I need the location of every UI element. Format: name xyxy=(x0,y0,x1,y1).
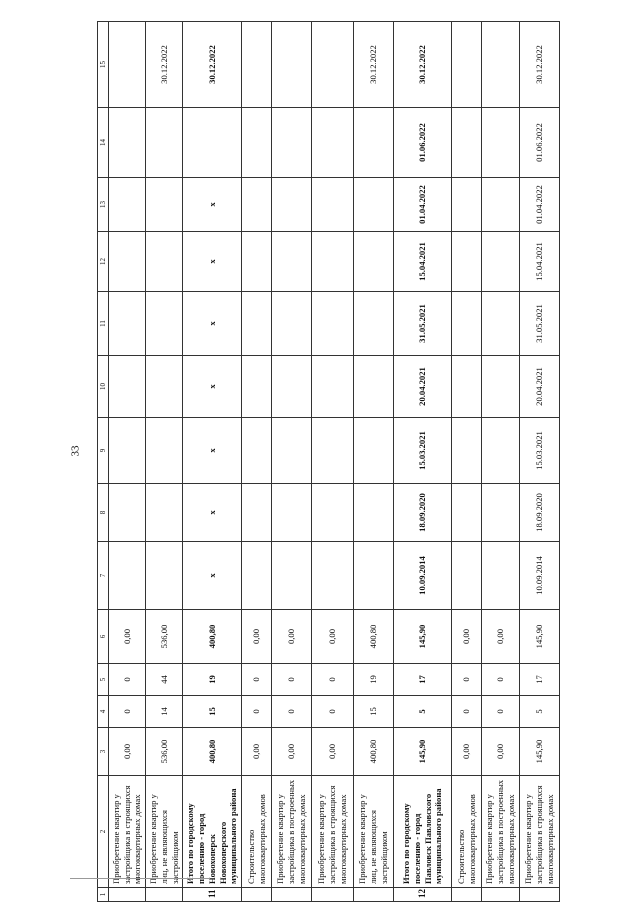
table-cell: 400,80 xyxy=(354,610,394,664)
table-cell xyxy=(452,178,482,232)
table-cell: 0,00 xyxy=(109,728,146,776)
table-cell xyxy=(452,22,482,108)
table-cell xyxy=(452,108,482,178)
table-cell xyxy=(242,178,272,232)
table-cell: 15.03.2021 xyxy=(520,418,560,484)
table-cell xyxy=(242,484,272,542)
program-table xyxy=(97,21,560,902)
column-number: 8 xyxy=(98,484,109,542)
table-cell: 0 xyxy=(272,664,312,696)
table-cell xyxy=(146,292,183,356)
table-cell xyxy=(482,418,520,484)
table-cell xyxy=(312,232,354,292)
table-cell xyxy=(109,22,146,108)
row-number xyxy=(520,888,560,902)
table-cell xyxy=(312,542,354,610)
table-cell: 17 xyxy=(394,664,452,696)
table-cell xyxy=(109,178,146,232)
table-cell: 30.12.2022 xyxy=(354,22,394,108)
table-cell xyxy=(109,418,146,484)
table-cell: 0,00 xyxy=(312,728,354,776)
table-cell: 400,80 xyxy=(183,610,242,664)
row-label: Приобретение квартир у лиц, не являющихся застройщиком xyxy=(354,776,394,888)
table-cell xyxy=(272,484,312,542)
row-label: Приобретение квартир у застройщика в построенных многоквартирных домах xyxy=(272,776,312,888)
table-cell: 0,00 xyxy=(452,728,482,776)
table-cell xyxy=(482,542,520,610)
rotated-page xyxy=(97,22,573,902)
table-cell: 19 xyxy=(183,664,242,696)
table-cell xyxy=(242,542,272,610)
table-cell xyxy=(146,232,183,292)
table-cell xyxy=(354,178,394,232)
table-cell: 30.12.2022 xyxy=(520,22,560,108)
table-cell: 0 xyxy=(452,664,482,696)
row-number xyxy=(109,888,146,902)
row-number xyxy=(482,888,520,902)
table-cell: 01.06.2022 xyxy=(520,108,560,178)
table-cell: 145,90 xyxy=(394,610,452,664)
table-cell: 0,00 xyxy=(109,610,146,664)
table-cell xyxy=(109,484,146,542)
table-cell: 0 xyxy=(312,696,354,728)
row-number xyxy=(146,888,183,902)
table-cell: 0 xyxy=(109,696,146,728)
table-row xyxy=(109,22,146,902)
table-cell: 31.05.2021 xyxy=(394,292,452,356)
table-cell: 44 xyxy=(146,664,183,696)
table-cell xyxy=(312,292,354,356)
table-cell: 0 xyxy=(482,696,520,728)
table-cell xyxy=(354,356,394,418)
column-number: 2 xyxy=(98,776,109,888)
table-cell xyxy=(272,292,312,356)
table-cell xyxy=(354,292,394,356)
table-cell xyxy=(482,484,520,542)
column-number: 12 xyxy=(98,232,109,292)
table-cell xyxy=(272,22,312,108)
table-cell: x xyxy=(183,484,242,542)
row-label: Приобретение квартир у застройщика в строящихся многоквартирных домах xyxy=(312,776,354,888)
table-cell xyxy=(452,484,482,542)
table-cell xyxy=(109,292,146,356)
table-cell xyxy=(242,418,272,484)
row-number: 11 xyxy=(183,888,242,902)
table-cell: 145,90 xyxy=(394,728,452,776)
table-cell xyxy=(146,178,183,232)
table-cell: 15.04.2021 xyxy=(520,232,560,292)
table-cell: 10.09.2014 xyxy=(520,542,560,610)
table-cell: 0,00 xyxy=(312,610,354,664)
row-number xyxy=(312,888,354,902)
column-number: 1 xyxy=(98,888,109,902)
column-number: 15 xyxy=(98,22,109,108)
row-label: Строительство многоквартирных домов xyxy=(242,776,272,888)
table-cell xyxy=(272,108,312,178)
table-cell: 30.12.2022 xyxy=(146,22,183,108)
table-cell xyxy=(109,108,146,178)
table-cell xyxy=(242,232,272,292)
table-cell xyxy=(312,418,354,484)
table-cell: 0 xyxy=(452,696,482,728)
table-cell xyxy=(146,356,183,418)
row-label: Приобретение квартир у застройщика в строящихся многоквартирных домах xyxy=(520,776,560,888)
column-number: 9 xyxy=(98,418,109,484)
table-cell: x xyxy=(183,232,242,292)
column-number: 7 xyxy=(98,542,109,610)
table-row xyxy=(520,22,560,902)
row-label: Приобретение квартир у застройщика в построенных многоквартирных домах xyxy=(482,776,520,888)
row-number: 12 xyxy=(394,888,452,902)
table-cell: 10.09.2014 xyxy=(394,542,452,610)
table-cell xyxy=(183,108,242,178)
table-cell: 0,00 xyxy=(482,610,520,664)
table-cell: 01.06.2022 xyxy=(394,108,452,178)
table-cell xyxy=(354,542,394,610)
table-row xyxy=(272,22,312,902)
table-cell xyxy=(452,232,482,292)
table-cell xyxy=(272,418,312,484)
table-row xyxy=(183,22,242,902)
table-cell xyxy=(452,356,482,418)
table-cell xyxy=(146,108,183,178)
table-cell xyxy=(312,22,354,108)
table-cell: 01.04.2022 xyxy=(520,178,560,232)
table-cell xyxy=(242,22,272,108)
table-row xyxy=(354,22,394,902)
table-cell xyxy=(146,418,183,484)
table-cell: 0 xyxy=(312,664,354,696)
table-cell: x xyxy=(183,292,242,356)
table-cell xyxy=(482,178,520,232)
table-cell xyxy=(312,356,354,418)
table-cell: 0,00 xyxy=(482,728,520,776)
table-cell: 536,00 xyxy=(146,728,183,776)
column-number: 5 xyxy=(98,664,109,696)
table-cell: 20.04.2021 xyxy=(394,356,452,418)
table-cell: 15.03.2021 xyxy=(394,418,452,484)
table-cell: 31.05.2021 xyxy=(520,292,560,356)
table-cell: 400,80 xyxy=(354,728,394,776)
table-row xyxy=(242,22,272,902)
table-row xyxy=(146,22,183,902)
row-number xyxy=(452,888,482,902)
table-cell xyxy=(146,542,183,610)
table-cell xyxy=(482,22,520,108)
table-cell xyxy=(242,108,272,178)
column-number: 11 xyxy=(98,292,109,356)
table-cell: 536,00 xyxy=(146,610,183,664)
table-cell: 0 xyxy=(482,664,520,696)
table-cell: 19 xyxy=(354,664,394,696)
row-label: Приобретение квартир у лиц, не являющихся застройщиком xyxy=(146,776,183,888)
row-label: Итого по городскому поселению - город Новохоперск Новохоперского муниципального района xyxy=(183,776,242,888)
table-cell xyxy=(272,232,312,292)
table-cell xyxy=(482,356,520,418)
table-cell xyxy=(109,232,146,292)
column-number: 6 xyxy=(98,610,109,664)
table-cell: 0 xyxy=(242,664,272,696)
column-number: 14 xyxy=(98,108,109,178)
table-cell xyxy=(312,178,354,232)
table-cell: 15 xyxy=(354,696,394,728)
table-cell xyxy=(146,484,183,542)
table-cell: 0 xyxy=(242,696,272,728)
table-row xyxy=(482,22,520,902)
row-label: Строительство многоквартирных домов xyxy=(452,776,482,888)
table-cell: 0,00 xyxy=(242,728,272,776)
table-cell: 0,00 xyxy=(452,610,482,664)
column-number: 4 xyxy=(98,696,109,728)
table-cell: 18.09.2020 xyxy=(520,484,560,542)
table-cell xyxy=(272,178,312,232)
column-number: 13 xyxy=(98,178,109,232)
table-cell xyxy=(272,542,312,610)
table-cell: 0,00 xyxy=(272,610,312,664)
table-cell xyxy=(452,418,482,484)
table-cell: x xyxy=(183,356,242,418)
table-cell xyxy=(272,356,312,418)
table-cell: 14 xyxy=(146,696,183,728)
table-cell: x xyxy=(183,178,242,232)
row-number xyxy=(242,888,272,902)
table-cell xyxy=(109,542,146,610)
table-cell: x xyxy=(183,418,242,484)
table-cell: 145,90 xyxy=(520,610,560,664)
table-row xyxy=(452,22,482,902)
table-row xyxy=(312,22,354,902)
table-cell: 0 xyxy=(109,664,146,696)
row-label: Итого по городскому поселению - город Павловск Павловского муниципального района xyxy=(394,776,452,888)
table-cell: 15 xyxy=(183,696,242,728)
table-cell xyxy=(354,232,394,292)
table-cell: 5 xyxy=(394,696,452,728)
table-cell xyxy=(482,232,520,292)
table-cell xyxy=(452,542,482,610)
table-cell: 0,00 xyxy=(242,610,272,664)
table-cell xyxy=(109,356,146,418)
table-cell: 30.12.2022 xyxy=(183,22,242,108)
table-cell: 17 xyxy=(520,664,560,696)
table-cell: 01.04.2022 xyxy=(394,178,452,232)
table-row xyxy=(394,22,452,902)
row-number xyxy=(272,888,312,902)
table-cell xyxy=(242,356,272,418)
table-cell xyxy=(482,108,520,178)
table-cell xyxy=(354,108,394,178)
row-number xyxy=(354,888,394,902)
table-cell: 0,00 xyxy=(272,728,312,776)
footnote-line xyxy=(70,878,210,879)
table-cell xyxy=(452,292,482,356)
table-cell: 5 xyxy=(520,696,560,728)
table-cell xyxy=(242,292,272,356)
table-cell xyxy=(312,484,354,542)
table-cell: 30.12.2022 xyxy=(394,22,452,108)
table-cell: 0 xyxy=(272,696,312,728)
table-cell: 20.04.2021 xyxy=(520,356,560,418)
table-cell xyxy=(354,418,394,484)
table-cell: x xyxy=(183,542,242,610)
page-number: 33 xyxy=(69,445,82,457)
row-label: Приобретение квартир у застройщика в строящихся многоквартирных домах xyxy=(109,776,146,888)
column-number: 10 xyxy=(98,356,109,418)
column-number-row xyxy=(98,22,109,902)
table-cell: 18.09.2020 xyxy=(394,484,452,542)
table-cell: 400,80 xyxy=(183,728,242,776)
column-number: 3 xyxy=(98,728,109,776)
table-cell xyxy=(354,484,394,542)
table-cell: 145,90 xyxy=(520,728,560,776)
table-cell xyxy=(482,292,520,356)
table-cell xyxy=(312,108,354,178)
table-cell: 15.04.2021 xyxy=(394,232,452,292)
